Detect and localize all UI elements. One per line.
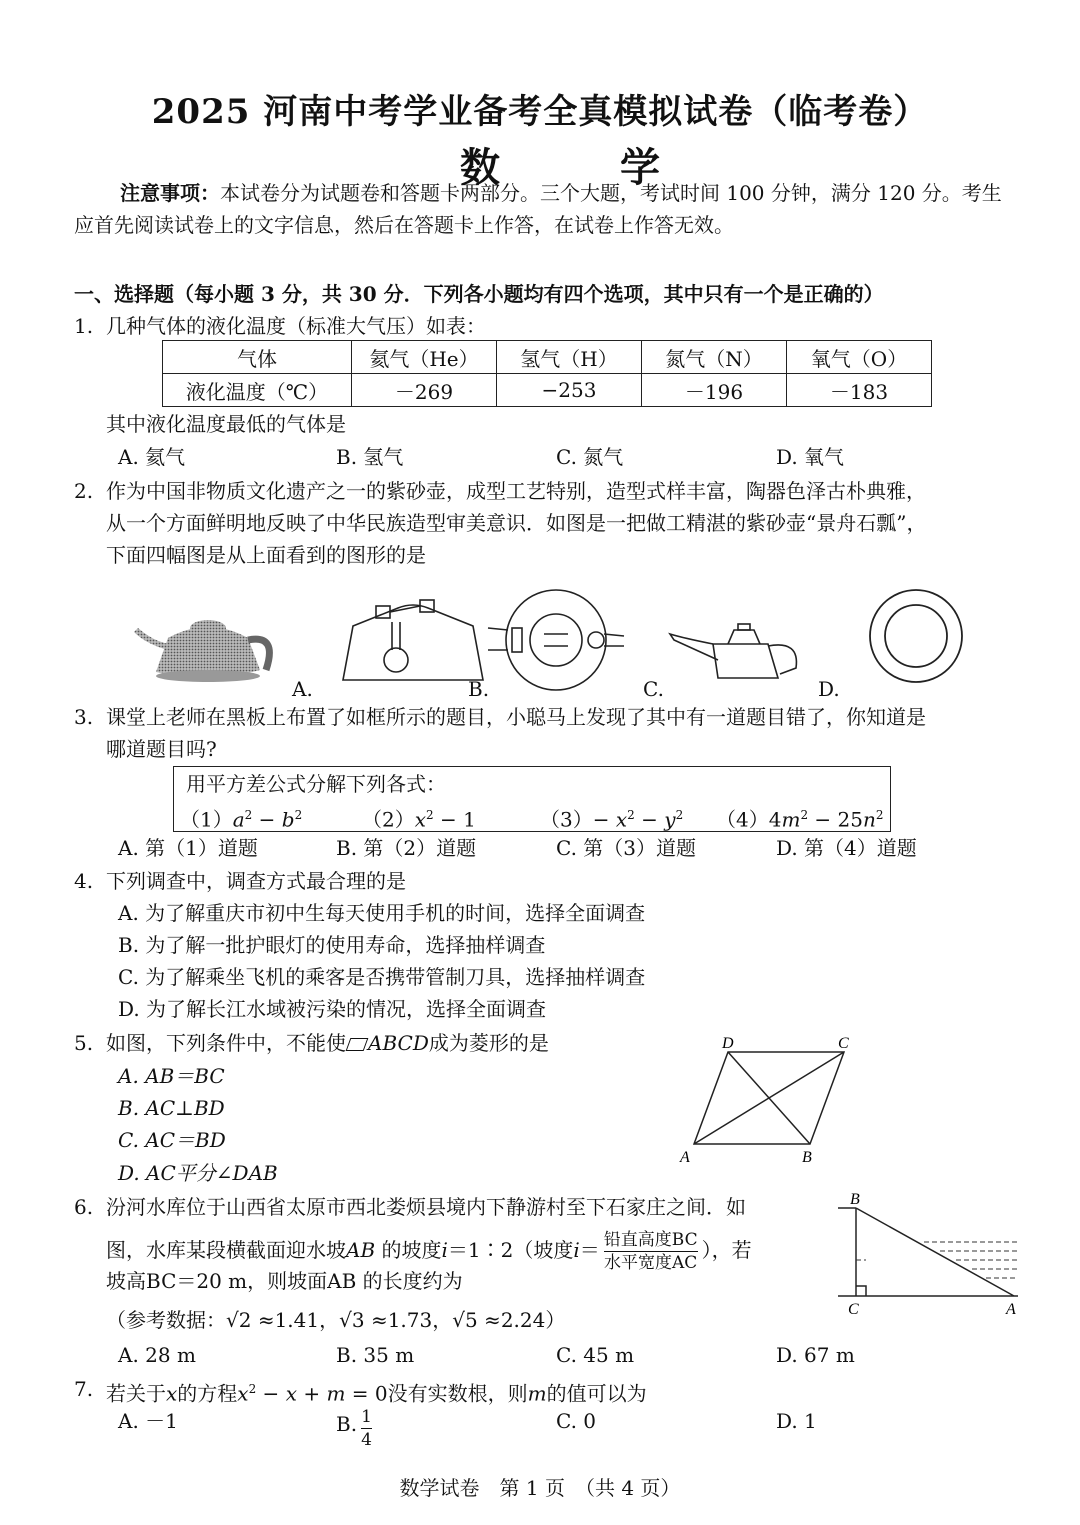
q7-option-c: C. 0: [556, 1409, 597, 1433]
q2-option-d: D.: [818, 677, 840, 701]
vertex-label: A: [1006, 1301, 1016, 1318]
table-header: 氢气（H）: [497, 341, 642, 374]
q3-item-3: $(3)- x^2 - y^2$: [540, 807, 684, 832]
table-header: 氧气（O）: [787, 341, 932, 374]
q3-box-title: 用平方差公式分解下列各式：: [186, 772, 446, 796]
table-header: 氮气（N）: [642, 341, 787, 374]
vertex-label: B: [802, 1149, 812, 1166]
q6-line1: 汾河水库位于山西省太原市西北娄烦县境内下静游村至下石家庄之间．如: [106, 1195, 746, 1219]
q1-number: 1.: [74, 314, 94, 338]
q7-option-d: D. 1: [776, 1409, 817, 1433]
q2-option-b: B.: [468, 677, 490, 701]
q3-line1: 课堂上老师在黑板上布置了如框所示的题目，小聪马上发现了其中有一道题目错了，你知道是: [106, 705, 926, 729]
table-header: 气体: [163, 341, 352, 374]
q7-option-b: B. $\frac{1}{4}$: [336, 1407, 372, 1450]
q6-number: 6.: [74, 1195, 94, 1219]
q4-option-c: C. 为了解乘坐飞机的乘客是否携带管制刀具，选择抽样调查: [118, 965, 646, 989]
q6-option-d: D. 67 m: [776, 1343, 855, 1367]
vertex-label: C: [838, 1035, 849, 1052]
q7-number: 7.: [74, 1377, 94, 1401]
q3-number: 3.: [74, 705, 94, 729]
option-c-figure: [670, 624, 796, 678]
q4-option-b: B. 为了解一批护眼灯的使用寿命，选择抽样调查: [118, 933, 546, 957]
vertex-label: A: [680, 1149, 690, 1166]
parallelogram-symbol-icon: [346, 1038, 369, 1051]
q2-line3: 下面四幅图是从上面看到的图形的是: [106, 543, 426, 567]
exam-title: 2025 河南中考学业备考全真模拟试卷（临考卷）: [151, 92, 929, 132]
table-cell: 液化温度（℃）: [163, 374, 352, 407]
q2-number: 2.: [74, 479, 94, 503]
vertex-label: D: [722, 1035, 734, 1052]
notice-line1: 注意事项：本试卷分为试题卷和答题卡两部分。三个大题，考试时间 100 分钟，满分 120 分。考生: [120, 181, 1002, 205]
table-cell: −253: [497, 374, 642, 407]
q1-option-a: A. 氦气: [118, 445, 186, 469]
notice-line2: 应首先阅读试卷上的文字信息，然后在答题卡上作答，在试卷上作答无效。: [74, 213, 734, 237]
q1-option-d: D. 氧气: [776, 445, 845, 469]
q4-option-a: A. 为了解重庆市初中生每天使用手机的时间，选择全面调查: [118, 901, 646, 925]
q3-option-a: A. 第（1）道题: [118, 836, 258, 860]
q3-option-c: C. 第（3）道题: [556, 836, 697, 860]
option-a-figure: [343, 600, 483, 680]
q7-option-a: A. －1: [118, 1409, 178, 1433]
q3-line2: 哪道题目吗?: [106, 737, 217, 761]
q1-question: 其中液化温度最低的气体是: [106, 412, 346, 436]
q1-option-c: C. 氮气: [556, 445, 624, 469]
q1-stem: 几种气体的液化温度（标准大气压）如表：: [106, 314, 486, 338]
teapot-figures: [128, 588, 1008, 700]
q3-item-1: $(1)a^2 - b^2$: [180, 807, 303, 832]
q2-option-c: C.: [643, 677, 664, 701]
q6-reference: （参考数据：√2 ≈1.41，√3 ≈1.73，√5 ≈2.24）: [106, 1308, 566, 1332]
q5-number: 5.: [74, 1031, 94, 1055]
vertex-label: B: [850, 1191, 860, 1208]
q4-stem: 下列调查中，调查方式最合理的是: [106, 869, 406, 893]
table-cell: －269: [352, 374, 497, 407]
q2-line1: 作为中国非物质文化遗产之一的紫砂壶，成型工艺特别，造型式样丰富，陶器色泽古朴典雅，: [106, 479, 926, 503]
table-header: 氦气（He）: [352, 341, 497, 374]
q6-option-a: A. 28 m: [118, 1343, 196, 1367]
table-cell: －183: [787, 374, 932, 407]
q6-line2: 图，水库某段横截面迎水坡AB 的坡度i＝1∶2（坡度i＝ $\frac{\text{铅直高度BC}}{\text{水平宽度AC}}$ ），若: [106, 1230, 752, 1273]
q6-option-b: B. 35 m: [336, 1343, 415, 1367]
q3-item-4: $(4)4m^2 - 25n^2$: [716, 807, 884, 832]
option-d-figure: [870, 590, 962, 682]
q6-dam-figure: [834, 1190, 1024, 1320]
fraction-one-quarter: $\frac{1}{4}$: [361, 1407, 372, 1450]
vertex-label: C: [848, 1301, 859, 1318]
slope-fraction: $\frac{\text{铅直高度BC}}{\text{水平宽度AC}}$: [603, 1230, 698, 1273]
q1-option-b: B. 氢气: [336, 445, 404, 469]
q5-option-c: C. AC＝BD: [118, 1128, 226, 1152]
option-b-figure: [488, 590, 624, 690]
q5-stem: 如图，下列条件中，不能使 ABCD成为菱形的是: [106, 1031, 549, 1055]
q7-stem: 若关于x的方程$x^2 - x + m = 0$没有实数根，则m的值可以为: [106, 1381, 647, 1406]
q4-number: 4.: [74, 869, 94, 893]
teapot-photo: [134, 620, 269, 682]
q6-option-c: C. 45 m: [556, 1343, 635, 1367]
q5-option-a: A. AB＝BC: [118, 1064, 225, 1088]
q6-line3: 坡高BC＝20 m，则坡面AB 的长度约为: [106, 1269, 463, 1293]
q5-parallelogram-figure: [674, 1032, 864, 1168]
q4-option-d: D. 为了解长江水域被污染的情况，选择全面调查: [118, 997, 547, 1021]
page-footer: 数学试卷 第 1 页 （共 4 页）: [399, 1476, 681, 1500]
q2-option-a: A.: [292, 677, 313, 701]
table-cell: －196: [642, 374, 787, 407]
q5-option-d: D. AC平分∠DAB: [118, 1161, 278, 1185]
gas-table: [162, 340, 932, 407]
q5-option-b: B. AC⊥BD: [118, 1096, 225, 1120]
q3-item-2: $(2)x^2 - 1$: [362, 807, 476, 832]
q2-line2: 从一个方面鲜明地反映了中华民族造型审美意识．如图是一把做工精湛的紫砂壶“景舟石瓢”，: [106, 511, 927, 535]
subject-title: 数 学: [460, 144, 700, 191]
q3-option-b: B. 第（2）道题: [336, 836, 477, 860]
q3-option-d: D. 第（4）道题: [776, 836, 917, 860]
section-heading: 一、选择题（每小题 3 分，共 30 分．下列各小题均有四个选项，其中只有一个是正确的）: [74, 282, 884, 306]
